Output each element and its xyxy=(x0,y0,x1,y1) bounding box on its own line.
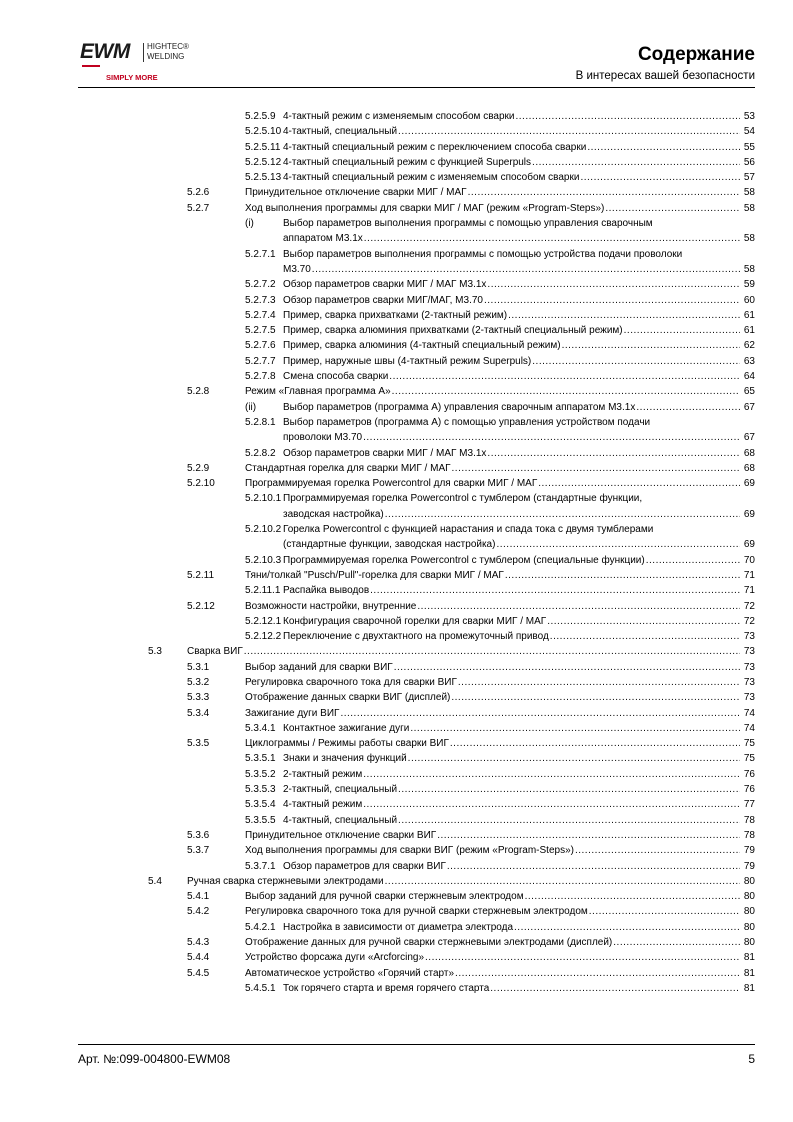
toc-entry-page: 53 xyxy=(743,111,755,122)
toc-entry-title: 4-тактный, специальный xyxy=(283,126,398,138)
logo-tag2: WELDING xyxy=(147,52,185,61)
ewm-logo xyxy=(80,40,200,90)
toc-entry-title: Программируемая горелка Powercontrol с тумблером (специальные функции) xyxy=(283,554,645,566)
toc-entry-title: 4-тактный режим xyxy=(283,799,363,811)
toc-entry-title: Ход выполнения программы для сварки МИГ / МАГ (режим «Program-Steps») xyxy=(245,202,605,214)
logo-tagline xyxy=(147,42,189,62)
toc-entry-page: 73 xyxy=(743,646,755,658)
toc-entry-page: 81 xyxy=(743,982,755,994)
toc-entry-title: Обзор параметров сварки МИГ / МАГ M3.1x xyxy=(283,447,487,459)
toc-entry-number: 5.3.5 xyxy=(187,738,210,750)
toc-entry-number: 5.2.7.5 xyxy=(245,325,276,337)
toc-entry-title: 4-тактный, специальный xyxy=(283,814,398,826)
toc-entry-number: (ii) xyxy=(245,401,257,413)
toc-entry[interactable] xyxy=(0,920,793,935)
toc-entry-page: 59 xyxy=(743,279,755,291)
toc-entry-title: Знаки и значения функций xyxy=(283,753,407,765)
toc-entry-title: Сварка ВИГ xyxy=(187,646,243,658)
toc-leader-dots xyxy=(398,813,740,828)
toc-leader-dots xyxy=(425,950,740,965)
toc-entry-page: 73 xyxy=(743,676,755,688)
toc-entry-number: (i) xyxy=(245,218,254,230)
toc-entry-page: 73 xyxy=(743,692,755,704)
toc-leader-dots xyxy=(508,308,740,323)
toc-entry[interactable] xyxy=(0,644,793,659)
toc-entry-title: 2-тактный, специальный xyxy=(283,784,398,796)
toc-entry-number: 5.3.5.4 xyxy=(245,799,276,811)
toc-leader-dots xyxy=(451,690,740,705)
toc-entry-number: 5.4.2.1 xyxy=(245,921,276,933)
toc-entry-title-continued: M3.70 xyxy=(283,263,311,275)
toc-entry-title: Пример, сварка прихватками (2-тактный режим) xyxy=(283,309,508,321)
toc-entry[interactable] xyxy=(0,721,793,736)
toc-entry[interactable] xyxy=(0,185,793,200)
toc-entry[interactable] xyxy=(0,354,793,369)
toc-entry-page: 77 xyxy=(743,799,755,811)
toc-entry-title: Выбор параметров выполнения программы с помощью устройства подачи проволоки xyxy=(283,248,683,260)
toc-entry-title: Отображение данных для ручной сварки стержневыми электродами (дисплей) xyxy=(245,937,613,949)
toc-leader-dots xyxy=(363,430,740,445)
toc-entry-title: 4-тактный специальный режим с переключением способа сварки xyxy=(283,141,587,153)
toc-entry-title: Принудительное отключение сварки МИГ / МАГ xyxy=(245,187,467,199)
toc-leader-dots xyxy=(452,461,740,476)
toc-leader-dots xyxy=(389,369,740,384)
toc-entry[interactable] xyxy=(0,889,793,904)
toc-entry[interactable] xyxy=(0,553,793,568)
toc-entry-title: Стандартная горелка для сварки МИГ / МАГ xyxy=(245,462,451,474)
toc-entry-number: 5.2.5.9 xyxy=(245,111,276,122)
toc-leader-dots xyxy=(455,966,740,981)
toc-entry[interactable] xyxy=(0,476,793,491)
toc-entry[interactable] xyxy=(0,736,793,751)
toc-entry-page: 68 xyxy=(743,447,755,459)
toc-entry-page: 67 xyxy=(743,401,755,413)
toc-entry-number: 5.2.5.11 xyxy=(245,141,281,153)
toc-entry[interactable] xyxy=(0,599,793,614)
toc-entry-page: 61 xyxy=(743,325,755,337)
toc-leader-dots xyxy=(487,446,740,461)
toc-entry-title: Принудительное отключение сварки ВИГ xyxy=(245,829,437,841)
toc-entry-number: 5.4.5 xyxy=(187,967,210,979)
toc-leader-dots xyxy=(458,675,740,690)
toc-entry-number: 5.3.5.3 xyxy=(245,784,276,796)
toc-entry[interactable] xyxy=(0,170,793,185)
toc-leader-dots xyxy=(398,782,740,797)
toc-entry-page: 55 xyxy=(743,141,755,153)
toc-entry-title: Устройство форсажа дуги «Arcforcing» xyxy=(245,952,425,964)
toc-entry-page: 61 xyxy=(743,309,755,321)
toc-entry[interactable] xyxy=(0,797,793,812)
toc-entry-number: 5.3.4.1 xyxy=(245,722,276,734)
toc-leader-dots xyxy=(385,874,740,889)
toc-entry-title: Контактное зажигание дуги xyxy=(283,722,410,734)
toc-entry-number: 5.4.1 xyxy=(187,891,210,903)
toc-entry[interactable] xyxy=(0,400,793,415)
toc-entry-number: 5.3.7.1 xyxy=(245,860,276,872)
toc-leader-dots xyxy=(547,614,740,629)
toc-entry[interactable] xyxy=(0,338,793,353)
toc-leader-dots xyxy=(636,400,740,415)
toc-entry[interactable] xyxy=(0,874,793,889)
toc-entry-page: 80 xyxy=(743,891,755,903)
toc-entry[interactable] xyxy=(0,843,793,858)
toc-entry-page: 58 xyxy=(743,202,755,214)
toc-entry-page: 79 xyxy=(743,845,755,857)
logo-tag1: HIGHTEC® xyxy=(147,42,189,51)
toc-entry[interactable] xyxy=(0,124,793,139)
toc-entry[interactable] xyxy=(0,935,793,950)
toc-entry[interactable] xyxy=(0,706,793,721)
toc-entry-number: 5.3.5.2 xyxy=(245,768,276,780)
toc-entry-number: 5.3 xyxy=(148,646,162,658)
toc-entry-page: 69 xyxy=(743,508,755,520)
toc-entry-title-continued: (стандартные функции, заводская настройка) xyxy=(283,539,496,551)
toc-entry-title: Распайка выводов xyxy=(283,585,370,597)
toc-entry-page: 73 xyxy=(743,631,755,643)
toc-entry[interactable] xyxy=(0,415,793,446)
toc-entry-title: Обзор параметров для сварки ВИГ xyxy=(283,860,446,872)
toc-entry[interactable] xyxy=(0,293,793,308)
toc-entry-page: 69 xyxy=(743,478,755,490)
toc-entry-number: 5.2.6 xyxy=(187,187,210,199)
toc-entry-title: Выбор заданий для ручной сварки стержневым электродом xyxy=(245,891,524,903)
toc-leader-dots xyxy=(525,889,740,904)
toc-entry-title: Выбор параметров выполнения программы с помощью управления сварочным xyxy=(283,218,653,230)
toc-entry-number: 5.2.8.2 xyxy=(245,447,276,459)
footer-divider xyxy=(78,1044,755,1045)
toc-entry-title: Конфигурация сварочной горелки для сварки МИГ / МАГ xyxy=(283,615,547,627)
toc-entry[interactable] xyxy=(0,216,793,247)
toc-entry[interactable] xyxy=(0,308,793,323)
toc-entry-number: 5.3.7 xyxy=(187,845,210,857)
toc-entry-title: Отображение данных сварки ВИГ (дисплей) xyxy=(245,692,451,704)
toc-entry-number: 5.2.12.2 xyxy=(245,631,282,643)
toc-leader-dots xyxy=(340,706,740,721)
toc-entry[interactable] xyxy=(0,491,793,522)
toc-entry-number: 5.2.10.2 xyxy=(245,524,282,536)
toc-entry[interactable] xyxy=(0,140,793,155)
toc-entry-title: Тяни/толкай "Pusch/Pull"-горелка для сварки МИГ / МАГ xyxy=(245,569,504,581)
toc-leader-dots xyxy=(515,109,740,124)
toc-leader-dots xyxy=(646,553,740,568)
toc-entry-page: 64 xyxy=(743,371,755,383)
toc-leader-dots xyxy=(487,277,740,292)
toc-leader-dots xyxy=(312,262,740,277)
toc-entry-title: Ход выполнения программы для сварки ВИГ (режим «Program-Steps») xyxy=(245,845,574,857)
toc-entry-page: 63 xyxy=(743,355,755,367)
logo-accent xyxy=(82,65,100,67)
toc-leader-dots xyxy=(496,537,740,552)
page-title: Содержание xyxy=(637,44,755,65)
toc-entry-title-continued: проволоки M3.70 xyxy=(283,432,363,444)
toc-leader-dots xyxy=(394,660,740,675)
toc-entry-title: Обзор параметров сварки МИГ/МАГ, M3.70 xyxy=(283,294,483,306)
toc-leader-dots xyxy=(364,231,740,246)
toc-entry-title: Возможности настройки, внутренние xyxy=(245,600,417,612)
toc-leader-dots xyxy=(605,201,740,216)
toc-entry-number: 5.2.10 xyxy=(187,478,215,490)
toc-entry-page: 74 xyxy=(743,707,755,719)
toc-entry-number: 5.2.7.1 xyxy=(245,248,276,260)
toc-entry-page: 62 xyxy=(743,340,755,352)
toc-leader-dots xyxy=(562,338,740,353)
toc-entry-page: 76 xyxy=(743,768,755,780)
toc-leader-dots xyxy=(398,124,740,139)
toc-entry-title: Выбор параметров (программа A) управления сварочным аппаратом M3.1x xyxy=(283,401,636,413)
toc-leader-dots xyxy=(244,644,740,659)
toc-entry-page: 79 xyxy=(743,860,755,872)
toc-leader-dots xyxy=(392,384,740,399)
toc-entry-page: 80 xyxy=(743,921,755,933)
toc-entry[interactable] xyxy=(0,369,793,384)
toc-entry-number: 5.4 xyxy=(148,875,162,887)
logo-separator xyxy=(143,43,144,62)
toc-leader-dots xyxy=(613,935,740,950)
toc-entry-number: 5.2.5.10 xyxy=(245,126,282,138)
toc-entry-page: 58 xyxy=(743,233,755,245)
toc-entry[interactable] xyxy=(0,981,793,996)
toc-entry-title: Обзор параметров сварки МИГ / МАГ M3.1x xyxy=(283,279,487,291)
toc-leader-dots xyxy=(587,140,740,155)
toc-entry-page: 68 xyxy=(743,462,755,474)
toc-entry[interactable] xyxy=(0,384,793,399)
toc-entry-page: 71 xyxy=(743,585,755,597)
toc-leader-dots xyxy=(363,767,740,782)
toc-entry-title: Настройка в зависимости от диаметра электрода xyxy=(283,921,514,933)
toc-entry-number: 5.2.7.4 xyxy=(245,309,276,321)
toc-entry-title: Пример, наружные швы (4-тактный режим Superpuls) xyxy=(283,355,532,367)
toc-entry-title: Горелка Powercontrol с функцией нарастания и спада тока с двумя тумблерами xyxy=(283,524,654,536)
toc-leader-dots xyxy=(532,155,740,170)
toc-entry-page: 76 xyxy=(743,784,755,796)
toc-entry-title: Зажигание дуги ВИГ xyxy=(245,707,340,719)
toc-entry-number: 5.2.11 xyxy=(187,569,215,581)
toc-entry-number: 5.3.6 xyxy=(187,829,210,841)
toc-entry-number: 5.4.2 xyxy=(187,906,210,918)
toc-entry-number: 5.4.4 xyxy=(187,952,210,964)
toc-entry-page: 69 xyxy=(743,539,755,551)
toc-entry-number: 5.2.7 xyxy=(187,202,210,214)
toc-entry[interactable] xyxy=(0,690,793,705)
toc-leader-dots xyxy=(484,293,740,308)
toc-entry-page: 71 xyxy=(743,569,755,581)
toc-leader-dots xyxy=(532,354,740,369)
toc-entry-number: 5.2.11.1 xyxy=(245,585,281,597)
toc-entry-page: 72 xyxy=(743,600,755,612)
toc-entry-title: Выбор параметров (программа A) с помощью управления устройством подачи xyxy=(283,416,651,428)
toc-entry-number: 5.4.3 xyxy=(187,937,210,949)
toc-leader-dots xyxy=(580,170,740,185)
toc-leader-dots xyxy=(468,185,740,200)
toc-entry-number: 5.2.7.8 xyxy=(245,371,276,383)
toc-entry-page: 78 xyxy=(743,829,755,841)
toc-entry-number: 5.3.2 xyxy=(187,676,210,688)
toc-leader-dots xyxy=(410,721,740,736)
toc-entry-number: 5.2.8.1 xyxy=(245,416,276,428)
toc-entry[interactable] xyxy=(0,660,793,675)
toc-entry[interactable] xyxy=(0,614,793,629)
toc-entry-title: Пример, сварка алюминия (4-тактный специальный режим) xyxy=(283,340,561,352)
toc-entry-page: 57 xyxy=(743,172,755,184)
toc-entry[interactable] xyxy=(0,277,793,292)
toc-entry-number: 5.3.5.5 xyxy=(245,814,276,826)
toc-entry-title: 4-тактный специальный режим с функцией Superpuls xyxy=(283,156,532,168)
toc-entry[interactable] xyxy=(0,583,793,598)
toc-entry[interactable] xyxy=(0,859,793,874)
toc-entry-page: 81 xyxy=(743,967,755,979)
toc-entry-number: 5.2.8 xyxy=(187,386,210,398)
toc-entry[interactable] xyxy=(0,109,793,124)
toc-leader-dots xyxy=(370,583,740,598)
toc-entry[interactable] xyxy=(0,782,793,797)
toc-entry-title: Выбор заданий для сварки ВИГ xyxy=(245,661,393,673)
toc-entry-number: 5.3.5.1 xyxy=(245,753,276,765)
toc-leader-dots xyxy=(538,476,740,491)
toc-entry-number: 5.2.10.1 xyxy=(245,493,282,505)
toc-entry-number: 5.2.7.2 xyxy=(245,279,276,291)
toc-entry-title: Циклограммы / Режимы работы сварки ВИГ xyxy=(245,738,449,750)
toc-entry[interactable] xyxy=(0,247,793,278)
toc-entry-title: Режим «Главная программа A» xyxy=(245,386,391,398)
toc-entry[interactable] xyxy=(0,675,793,690)
toc-entry-number: 5.2.9 xyxy=(187,462,210,474)
page-subtitle: В интересах вашей безопасности xyxy=(575,70,755,82)
toc-entry[interactable] xyxy=(0,828,793,843)
toc-leader-dots xyxy=(550,629,740,644)
logo-slogan: SIMPLY MORE xyxy=(106,73,158,82)
toc-entry-page: 72 xyxy=(743,615,755,627)
toc-entry-title: Регулировка сварочного тока для сварки ВИГ xyxy=(245,676,457,688)
toc-entry-title: Ручная сварка стержневыми электродами xyxy=(187,875,384,887)
toc-entry-number: 5.2.5.13 xyxy=(245,172,282,184)
toc-leader-dots xyxy=(417,599,740,614)
toc-entry-page: 60 xyxy=(743,294,755,306)
toc-leader-dots xyxy=(514,920,740,935)
toc-entry[interactable] xyxy=(0,201,793,216)
toc-entry-page: 80 xyxy=(743,875,755,887)
toc-leader-dots xyxy=(437,828,740,843)
toc-entry-page: 67 xyxy=(743,432,755,444)
toc-leader-dots xyxy=(624,323,740,338)
toc-entry-title: Автоматическое устройство «Горячий старт» xyxy=(245,967,455,979)
toc-entry-title: Программируемая горелка Powercontrol с тумблером (стандартные функции, xyxy=(283,493,643,505)
toc-entry-title: 2-тактный режим xyxy=(283,768,363,780)
toc-entry-title: Ток горячего старта и время горячего старта xyxy=(283,982,490,994)
toc-leader-dots xyxy=(450,736,740,751)
toc-entry-title: 4-тактный режим с изменяемым способом сварки xyxy=(283,111,515,122)
toc-entry[interactable] xyxy=(0,522,793,553)
toc-entry[interactable] xyxy=(0,155,793,170)
toc-entry-page: 81 xyxy=(743,952,755,964)
toc-entry-title: 4-тактный специальный режим с изменяемым способом сварки xyxy=(283,172,580,184)
toc-entry-page: 78 xyxy=(743,814,755,826)
toc-entry[interactable] xyxy=(0,813,793,828)
toc-leader-dots xyxy=(363,797,740,812)
toc-entry-title: Смена способа сварки xyxy=(283,371,389,383)
toc-entry-title: Переключение с двухтактного на промежуточный привод xyxy=(283,631,549,643)
page-number: 5 xyxy=(748,1052,755,1066)
toc-entry[interactable] xyxy=(0,568,793,583)
toc-entry-title: Регулировка сварочного тока для ручной сварки стержневым электродом xyxy=(245,906,588,918)
header-divider xyxy=(78,87,755,88)
toc-entry-number: 5.2.12.1 xyxy=(245,615,282,627)
toc-entry-page: 74 xyxy=(743,722,755,734)
toc-entry-page: 54 xyxy=(743,126,755,138)
toc-entry-page: 80 xyxy=(743,906,755,918)
toc-entry[interactable] xyxy=(0,767,793,782)
toc-entry[interactable] xyxy=(0,629,793,644)
toc-entry[interactable] xyxy=(0,446,793,461)
toc-entry-title: Программируемая горелка Powercontrol для сварки МИГ / МАГ xyxy=(245,478,538,490)
toc-entry-page: 75 xyxy=(743,738,755,750)
toc-entry-number: 5.2.12 xyxy=(187,600,215,612)
toc-entry-page: 73 xyxy=(743,661,755,673)
logo-brand: EWM xyxy=(80,40,130,63)
toc-entry-number: 5.4.5.1 xyxy=(245,982,276,994)
toc-entry-number: 5.3.1 xyxy=(187,661,210,673)
toc-leader-dots xyxy=(447,859,740,874)
toc-entry-number: 5.2.5.12 xyxy=(245,156,282,168)
toc-leader-dots xyxy=(385,507,740,522)
toc-entry-number: 5.3.3 xyxy=(187,692,210,704)
toc-leader-dots xyxy=(505,568,740,583)
toc-entry-page: 65 xyxy=(743,386,755,398)
article-number: Арт. №:099-004800-EWM08 xyxy=(78,1052,231,1066)
toc-leader-dots xyxy=(575,843,740,858)
toc-leader-dots xyxy=(589,904,740,919)
toc-entry-page: 56 xyxy=(743,156,755,168)
toc-entry[interactable] xyxy=(0,323,793,338)
toc-entry-page: 70 xyxy=(743,554,755,566)
toc-entry[interactable] xyxy=(0,966,793,981)
toc-entry-number: 5.2.7.3 xyxy=(245,294,276,306)
toc-entry-page: 75 xyxy=(743,753,755,765)
toc-leader-dots xyxy=(490,981,740,996)
toc-entry-title: Пример, сварка алюминия прихватками (2-тактный специальный режим) xyxy=(283,325,623,337)
toc-entry[interactable] xyxy=(0,904,793,919)
toc-entry[interactable] xyxy=(0,461,793,476)
toc-entry[interactable] xyxy=(0,950,793,965)
toc-entry-title-continued: заводская настройка) xyxy=(283,508,384,520)
toc-entry-page: 58 xyxy=(743,187,755,199)
toc-entry-number: 5.3.4 xyxy=(187,707,210,719)
toc-entry-number: 5.2.10.3 xyxy=(245,554,282,566)
toc-entry[interactable] xyxy=(0,751,793,766)
toc-leader-dots xyxy=(408,751,740,766)
toc-entry-page: 80 xyxy=(743,937,755,949)
toc-entry-page: 58 xyxy=(743,263,755,275)
toc-entry-title-continued: аппаратом M3.1x xyxy=(283,233,363,245)
toc-entry-number: 5.2.7.7 xyxy=(245,355,276,367)
table-of-contents xyxy=(0,109,793,996)
toc-entry-number: 5.2.7.6 xyxy=(245,340,276,352)
